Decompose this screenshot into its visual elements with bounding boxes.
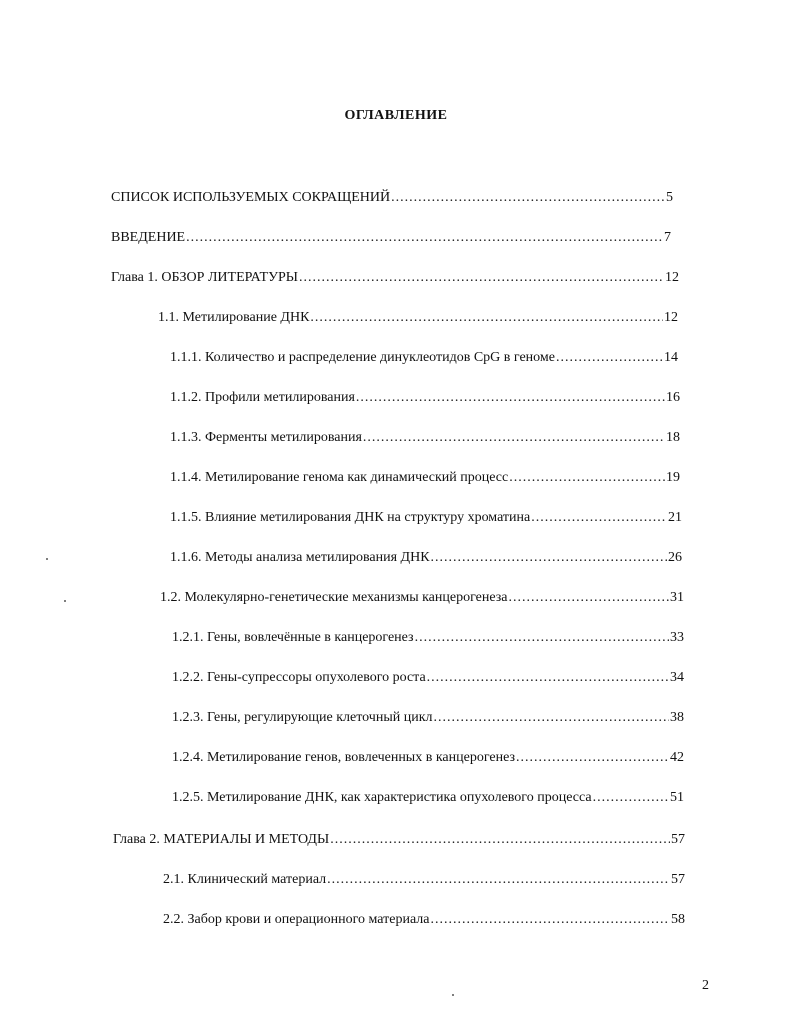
toc-entry-2-1 — [163, 870, 685, 890]
toc-entry-page: 12 — [665, 270, 679, 285]
scan-speck — [452, 994, 454, 996]
toc-entry-text: 1.1.4. Метилирование генома как динамический процесс — [170, 470, 509, 485]
toc-entry-page: 42 — [670, 750, 684, 765]
toc-leader-dots — [330, 830, 670, 850]
toc-entry-page: 16 — [666, 390, 680, 405]
toc-entry-text: Глава 2. МАТЕРИАЛЫ И МЕТОДЫ — [113, 832, 330, 847]
toc-entry-page: 33 — [670, 630, 684, 645]
toc-entry-text: 2.1. Клинический материал — [163, 872, 327, 887]
toc-entry-1-1-4 — [170, 468, 680, 488]
toc-entry-text: 1.2.4. Метилирование генов, вовлеченных в канцерогенез — [172, 750, 516, 765]
toc-leader-dots — [356, 388, 665, 408]
toc-entry-text: Глава 1. ОБЗОР ЛИТЕРАТУРЫ — [111, 270, 298, 285]
toc-entry-text: 1.2.3. Гены, регулирующие клеточный цикл — [172, 710, 433, 725]
toc-leader-dots — [427, 668, 669, 688]
toc-entry-1-2 — [160, 588, 684, 608]
toc-entry-text: 1.2. Молекулярно-генетические механизмы канцерогенеза — [160, 590, 508, 605]
toc-entry-chapter-2 — [113, 830, 685, 850]
toc-entry-page: 5 — [666, 190, 673, 205]
toc-entry-page: 31 — [670, 590, 684, 605]
toc-entry-text: 1.1.2. Профили метилирования — [170, 390, 355, 405]
toc-entry-page: 12 — [664, 310, 678, 325]
toc-entry-text: 1.2.1. Гены, вовлечённые в канцерогенез — [172, 630, 414, 645]
toc-entry-text: 1.2.5. Метилирование ДНК, как характеристика опухолевого процесса — [172, 790, 592, 805]
toc-entry-page: 7 — [664, 230, 671, 245]
toc-entry-page: 34 — [670, 670, 684, 685]
toc-entry-1-1 — [158, 308, 678, 328]
toc-entry-text: 1.1.1. Количество и распределение динуклеотидов CpG в геноме — [170, 350, 555, 365]
toc-entry-1-1-2 — [170, 388, 680, 408]
toc-leader-dots — [531, 508, 667, 528]
toc-entry-page: 19 — [666, 470, 680, 485]
toc-entry-page: 57 — [671, 872, 685, 887]
scan-speck — [64, 600, 66, 602]
toc-leader-dots — [327, 870, 670, 890]
toc-leader-dots — [431, 548, 667, 568]
toc-entry-text: 1.1.3. Ферменты метилирования — [170, 430, 362, 445]
scan-speck — [46, 558, 48, 560]
toc-entry-1-1-1 — [170, 348, 678, 368]
toc-entry-text: 2.2. Забор крови и операционного материала — [163, 912, 430, 927]
toc-leader-dots — [593, 788, 669, 808]
toc-entry-text: СПИСОК ИСПОЛЬЗУЕМЫХ СОКРАЩЕНИЙ — [111, 190, 391, 205]
toc-entry-2-2 — [163, 910, 685, 930]
toc-leader-dots — [509, 588, 670, 608]
toc-leader-dots — [556, 348, 663, 368]
toc-entry-text: 1.2.2. Гены-супрессоры опухолевого роста — [172, 670, 426, 685]
toc-entry-text: 1.1. Метилирование ДНК — [158, 310, 310, 325]
toc-entry-1-1-5 — [170, 508, 682, 528]
toc-entry-1-2-4 — [172, 748, 684, 768]
toc-entry-1-2-2 — [172, 668, 684, 688]
toc-entry-page: 38 — [670, 710, 684, 725]
toc-entry-text: 1.1.5. Влияние метилирования ДНК на структуру хроматина — [170, 510, 531, 525]
toc-entry-page: 58 — [671, 912, 685, 927]
toc-entry-1-2-1 — [172, 628, 684, 648]
toc-entry-text: ВВЕДЕНИЕ — [111, 230, 186, 245]
toc-leader-dots — [363, 428, 665, 448]
toc-entry-page: 18 — [666, 430, 680, 445]
toc-entry-chapter-1 — [111, 268, 679, 288]
toc-leader-dots — [186, 228, 663, 248]
toc-leader-dots — [431, 910, 670, 930]
toc-entry-introduction — [111, 228, 671, 248]
toc-entry-text: 1.1.6. Методы анализа метилирования ДНК — [170, 550, 430, 565]
toc-entry-page: 57 — [671, 832, 685, 847]
page-title: ОГЛАВЛЕНИЕ — [344, 108, 448, 123]
page-number: 2 — [702, 978, 709, 993]
toc-entry-page: 51 — [670, 790, 684, 805]
toc-leader-dots — [391, 188, 665, 208]
toc-leader-dots — [299, 268, 664, 288]
toc-entry-1-1-3 — [170, 428, 680, 448]
toc-entry-abbreviations — [111, 188, 673, 208]
toc-entry-page: 26 — [668, 550, 682, 565]
toc-leader-dots — [516, 748, 669, 768]
toc-entry-1-2-5 — [172, 788, 684, 808]
toc-entry-1-2-3 — [172, 708, 684, 728]
toc-leader-dots — [415, 628, 669, 648]
toc-entry-page: 21 — [668, 510, 682, 525]
toc-entry-1-1-6 — [170, 548, 682, 568]
toc-entry-page: 14 — [664, 350, 678, 365]
toc-leader-dots — [509, 468, 665, 488]
toc-leader-dots — [310, 308, 663, 328]
toc-leader-dots — [434, 708, 670, 728]
